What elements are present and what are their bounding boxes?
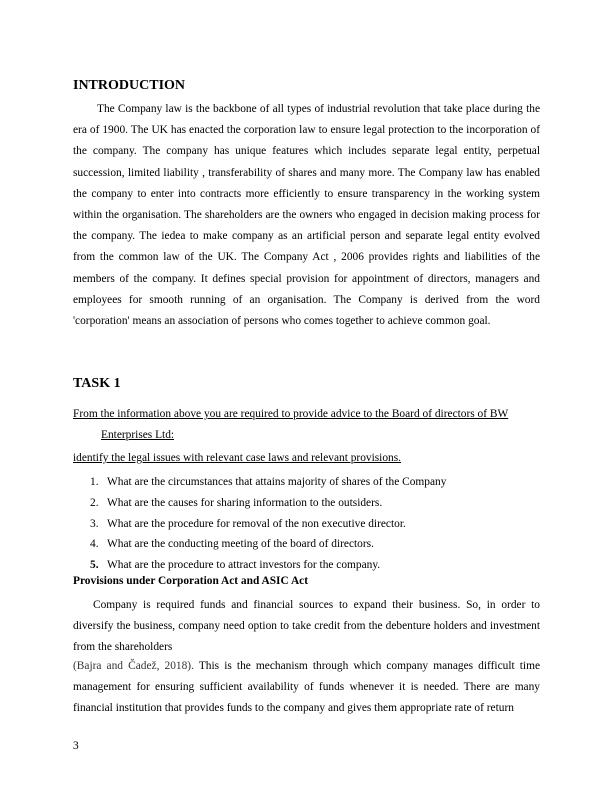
list-text: What are the circumstances that attains majority of shares of the Company <box>107 476 447 488</box>
introduction-heading: INTRODUCTION <box>73 78 186 93</box>
continuation-text: This is the mechanism through which company manages difficult time management for ensuring sufficient availability of funds whenever it is needed. There are many financial institution that provides funds to the company and gives them appropriate rate of return <box>73 660 541 714</box>
citation: (Bajra and Čadež, 2018). <box>73 660 194 672</box>
list-text: What are the procedure for removal of the non executive director. <box>107 517 406 530</box>
list-number: 3. <box>90 517 99 530</box>
introduction-paragraph: The Company law is the backbone of all types of industrial revolution that take place during the era of 1900. The UK has enacted the corporation law to ensure legal protection to the incorporation of the company. The company has unique features which includes separate legal entity, perpetual succession, limited liability , transferability of shares and many more. The Company law has enabled the company to enter into contracts more efficiently to ensure transparency in the working system within the organisation. The shareholders are the owners who engaged in decision making process for the company. The iedea to make company as an artificial person and separate legal entity evolved from the common law of the UK. The Company Act , 2006 provides rights and liabilities of the members of the company. It defines special provision for appointment of directors, managers and employees for smooth running of an organisation. The Company is derived from the word 'corporation' means an association of persons who comes together to achieve common goal. <box>73 103 540 328</box>
task-heading: TASK 1 <box>73 376 121 391</box>
list-item <box>73 534 540 555</box>
list-number: 5. <box>90 559 99 572</box>
task-identify-line: identify the legal issues with relevant case laws and relevant provisions. <box>73 452 402 464</box>
list-item <box>73 493 540 514</box>
provisions-heading: Provisions under Corporation Act and ASIC Act <box>73 575 309 587</box>
task-question-line2: Enterprises Ltd: <box>101 429 175 441</box>
provisions-paragraph: Company is required funds and financial sources to expand their business. So, in order to diversify the business, company need option to take credit from the debenture holders and investment from the shareholders <box>73 599 540 653</box>
list-number: 1. <box>90 476 99 488</box>
list-text: What are the causes for sharing information to the outsiders. <box>107 496 383 509</box>
list-item <box>73 514 540 535</box>
list-item <box>73 555 540 576</box>
list-text: What are the procedure to attract investors for the company. <box>107 559 381 572</box>
list-number: 2. <box>90 496 99 509</box>
list-text: What are the conducting meeting of the board of directors. <box>107 538 374 551</box>
page-number: 3 <box>73 740 79 752</box>
provisions-continuation <box>73 656 540 719</box>
list-number: 4. <box>90 538 99 551</box>
task-question <box>73 404 540 446</box>
question-list <box>73 472 540 576</box>
list-item <box>73 472 540 493</box>
task-question-line1: From the information above you are required to provide advice to the Board of directors of BW <box>73 408 509 420</box>
